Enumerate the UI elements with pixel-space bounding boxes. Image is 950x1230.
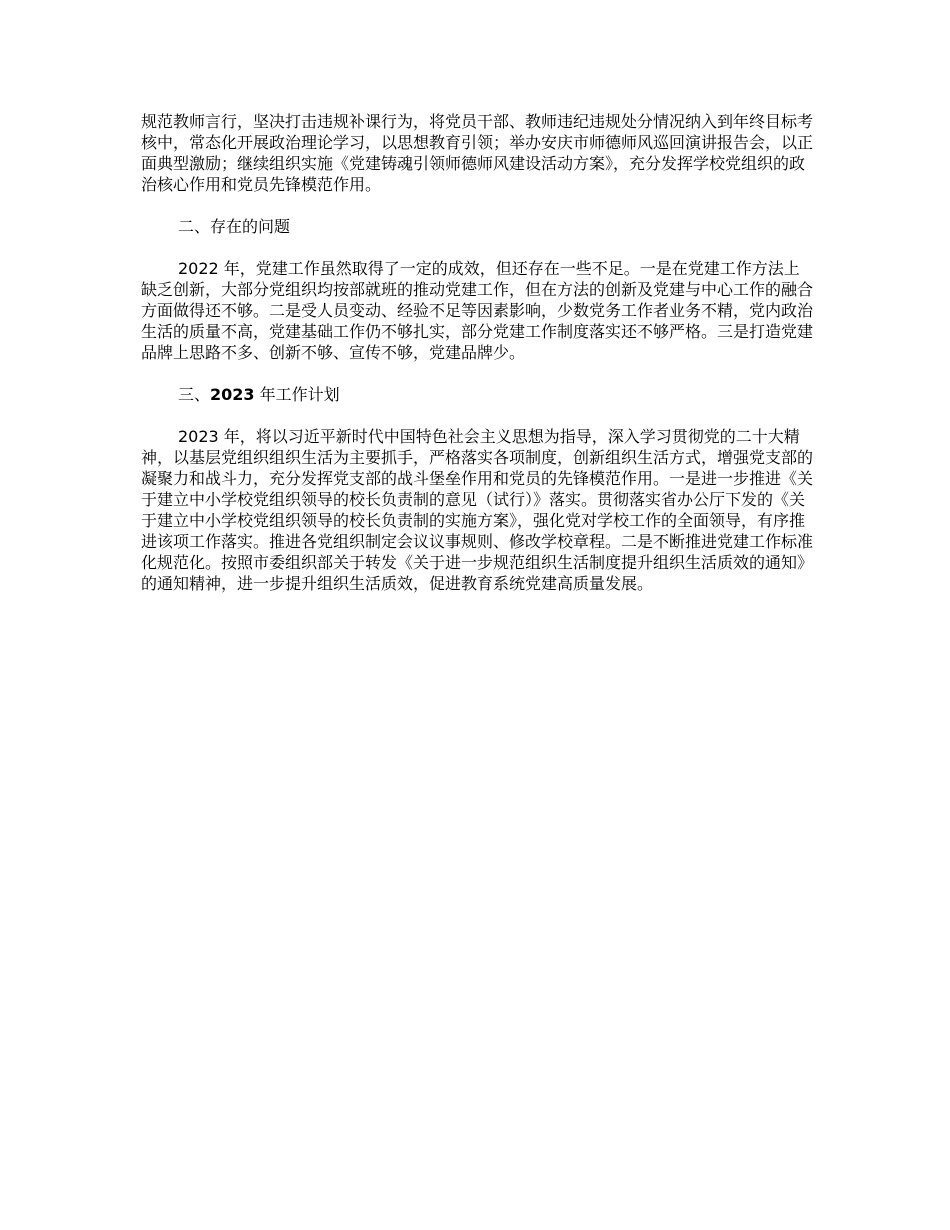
- heading-year: 2023: [210, 385, 255, 404]
- document-body: [141, 111, 813, 594]
- section-heading-work-plan: [141, 384, 813, 405]
- heading-suffix: 年工作计划: [254, 385, 340, 404]
- paragraph-teacher-conduct: 规范教师言行，坚决打击违规补课行为，将党员干部、教师违纪违规处分情况纳入到年终目标考核中，常态化开展政治理论学习，以思想教育引领；举办安庆市师德师风巡回演讲报告会，以正面典型激励；继续组织实施《党建铸魂引领师德师风建设活动方案》，充分发挥学校党组织的政治核心作用和党员先锋模范作用。: [141, 112, 814, 194]
- section-heading-problems: 二、存在的问题: [178, 217, 291, 236]
- paragraph-work-plan: 2023 年，将以习近平新时代中国特色社会主义思想为指导，深入学习贯彻党的二十大精神，以基层党组织组织生活为主要抓手，严格落实各项制度，创新组织生活方式，增强党支部的凝聚力和战斗力，充分发挥党支部的战斗堡垒作用和党员的先锋模范作用。一是进一步推进《关于建立中小学校党组织领导的校长负责制的意见（试行）》落实。贯彻落实省办公厅下发的《关于建立中小学校党组织领导的校长负责制的实施方案》，强化党对学校工作的全面领导，有序推进该项工作落实。推进各党组织制定会议议事规则、修改学校章程。二是不断推进党建工作标准化规范化。按照市委组织部关于转发《关于进一步规范组织生活制度提升组织生活质效的通知》的通知精神，进一步提升组织生活质效，促进教育系统党建高质量发展。: [141, 427, 814, 593]
- paragraph-problems: 2022 年，党建工作虽然取得了一定的成效，但还存在一些不足。一是在党建工作方法上缺乏创新，大部分党组织均按部就班的推动党建工作，但在方法的创新及党建与中心工作的融合方面做得还不够。二是受人员变动、经验不足等因素影响，少数党务工作者业务不精，党内政治生活的质量不高，党建基础工作仍不够扎实，部分党建工作制度落实还不够严格。三是打造党建品牌上思路不多、创新不够、宣传不够，党建品牌少。: [141, 259, 814, 362]
- heading-prefix: 三、: [178, 385, 211, 404]
